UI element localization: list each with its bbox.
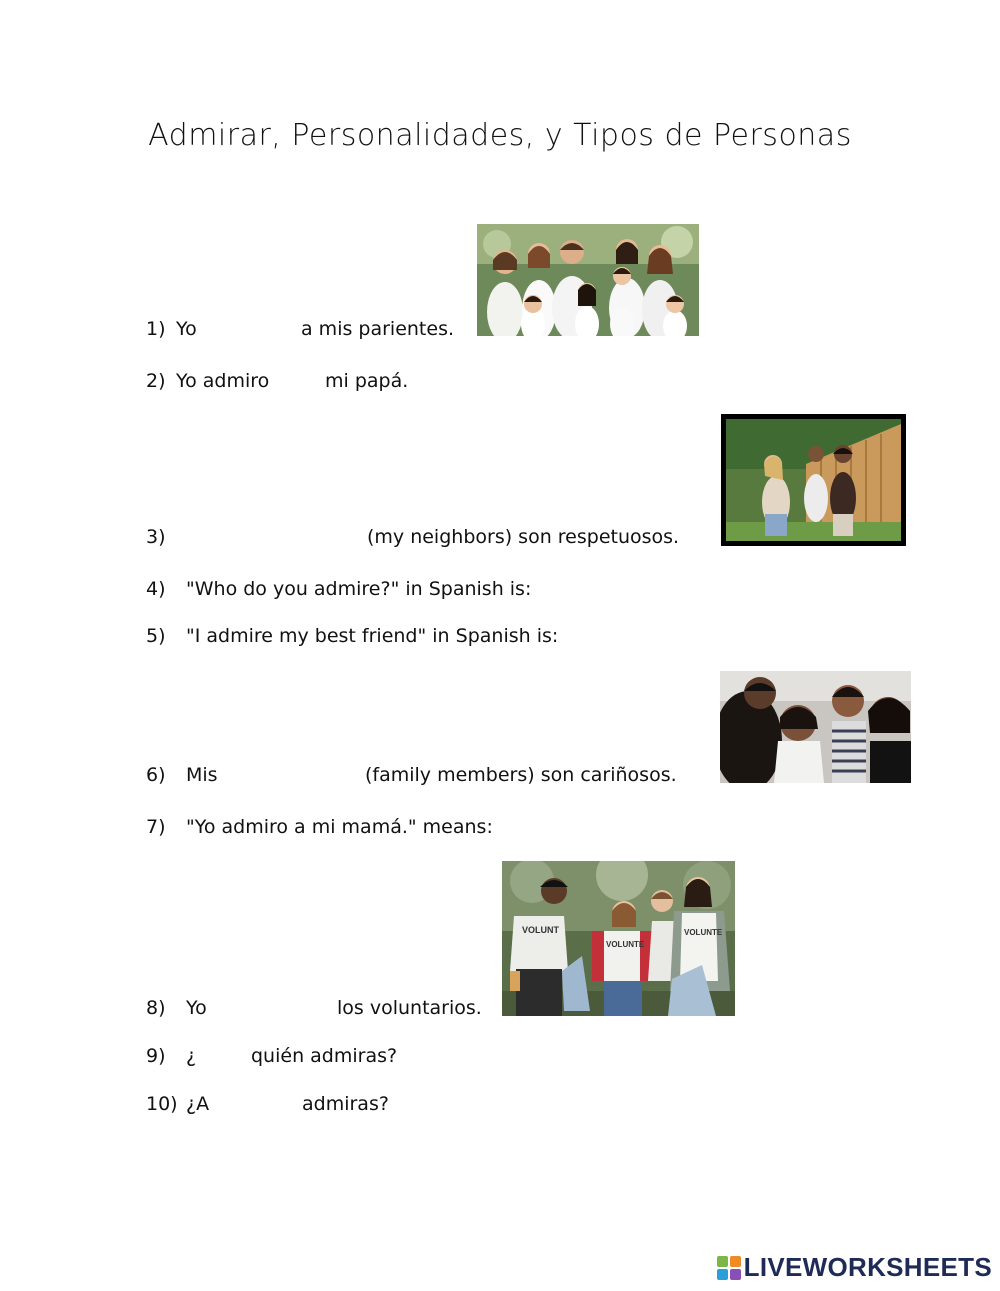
question-3: [146, 526, 716, 554]
question-text: Yo: [186, 997, 207, 1019]
question-text: los voluntarios.: [337, 997, 482, 1019]
question-text: (family members) son cariñosos.: [365, 764, 677, 786]
question-text: "Who do you admire?" in Spanish is:: [186, 578, 532, 600]
question-2: [146, 370, 446, 398]
question-text: "Yo admiro a mi mamá." means:: [186, 816, 493, 838]
question-1: [146, 318, 476, 346]
question-number: 6): [146, 764, 166, 786]
question-text: ¿A: [186, 1093, 210, 1115]
svg-text:VOLUNTE: VOLUNTE: [606, 940, 645, 949]
answer-blank[interactable]: [230, 764, 360, 790]
answer-blank[interactable]: [200, 1045, 248, 1071]
question-number: 4): [146, 578, 166, 600]
question-number: 5): [146, 625, 166, 647]
neighbors-photo: [721, 414, 906, 546]
question-5: [146, 625, 596, 653]
question-6: [146, 764, 716, 792]
question-number: 7): [146, 816, 166, 838]
question-7: [146, 816, 526, 844]
question-text: Yo admiro: [176, 370, 270, 392]
question-text: (my neighbors) son respetuosos.: [367, 526, 680, 548]
svg-text:VOLUNT: VOLUNT: [522, 925, 559, 935]
brand-name: LIVEWORKSHEETS: [743, 1252, 992, 1282]
question-text: ¿: [186, 1045, 197, 1067]
question-text: quién admiras?: [251, 1045, 398, 1067]
question-text: a mis parientes.: [301, 318, 455, 340]
answer-blank[interactable]: [176, 526, 362, 552]
answer-blank[interactable]: [208, 318, 296, 344]
answer-blank[interactable]: [218, 1093, 298, 1119]
question-number: 1): [146, 318, 166, 340]
liveworksheets-logo: [717, 1252, 992, 1283]
page-title: Admirar, Personalidades, y Tipos de Personas: [148, 118, 852, 153]
question-number: 3): [146, 526, 166, 548]
question-number: 2): [146, 370, 166, 392]
question-number: 9): [146, 1045, 166, 1067]
family-members-photo: [720, 671, 911, 783]
question-4: [146, 578, 566, 606]
answer-blank[interactable]: [218, 997, 330, 1023]
volunteers-photo: [502, 861, 735, 1016]
question-number: 8): [146, 997, 166, 1019]
question-9: [146, 1045, 426, 1073]
question-text: "I admire my best friend" in Spanish is:: [186, 625, 559, 647]
question-text: Mis: [186, 764, 218, 786]
question-10: [146, 1093, 426, 1121]
answer-blank[interactable]: [282, 370, 322, 396]
family-group-photo: [477, 224, 699, 336]
question-number: 10): [146, 1093, 178, 1115]
question-text: admiras?: [302, 1093, 389, 1115]
liveworksheets-badge-icon: [717, 1256, 741, 1280]
svg-text:VOLUNTE: VOLUNTE: [684, 928, 723, 937]
question-text: Yo: [176, 318, 197, 340]
question-8: [146, 997, 496, 1025]
question-text: mi papá.: [325, 370, 409, 392]
